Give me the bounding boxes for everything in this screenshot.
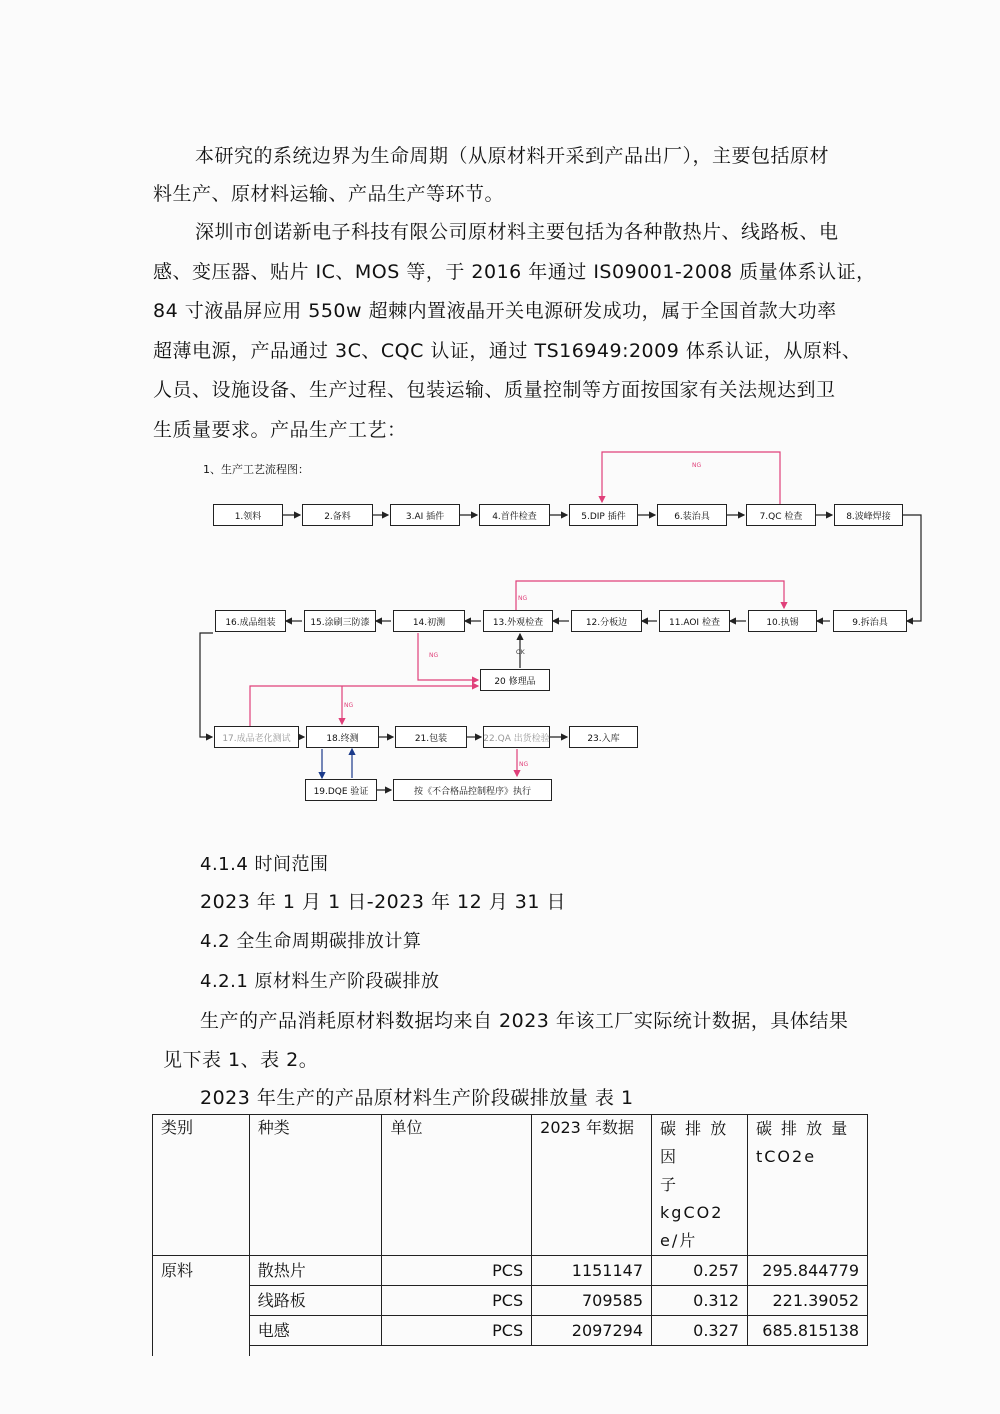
emission-cell: 295.844779 — [747, 1256, 867, 1286]
emission-cell: 221.39052 — [747, 1286, 867, 1316]
flow-node-1: 1.领料 — [213, 504, 283, 526]
table-caption: 2023 年生产的产品原材料生产阶段碳排放量 表 1 — [200, 1087, 634, 1109]
table-header-row — [153, 1115, 868, 1256]
flow-node-21: 21.包装 — [395, 726, 467, 748]
flow-node-14: 14.初测 — [393, 610, 465, 632]
flow-node-23: 23.入库 — [569, 726, 638, 748]
section-heading-4-1-4: 4.1.4 时间范围 — [200, 854, 329, 875]
flow-node-6: 6.装治具 — [657, 504, 727, 526]
paragraph-line: 料生产、原材料运输、产品生产等环节。 — [153, 183, 505, 205]
flow-node-15: 15.涂刷三防漆 — [304, 610, 376, 632]
unit-cell: PCS — [382, 1286, 532, 1316]
flow-node-4: 4.首件检查 — [479, 504, 550, 526]
factor-cell: 0.327 — [652, 1316, 748, 1346]
flow-node-7: 7.QC 检查 — [746, 504, 816, 526]
ng-label: NG — [692, 462, 702, 469]
flow-node-2: 2.备料 — [302, 504, 373, 526]
header-emission-line: tCO2e — [755, 1147, 817, 1166]
section-heading-4-2-1: 4.2.1 原材料生产阶段碳排放 — [200, 971, 440, 992]
header-emission-line: 碳 排 放 量 — [755, 1119, 850, 1138]
flowchart-title: 1、生产工艺流程图： — [203, 463, 309, 476]
paragraph-line: 本研究的系统边界为生命周期（从原材料开采到产品出厂），主要包括原材 — [195, 145, 830, 167]
flow-node-5: 5.DIP 插件 — [569, 504, 638, 526]
paragraph-line: 生产的产品消耗原材料数据均来自 2023 年该工厂实际统计数据，具体结果 — [200, 1010, 849, 1032]
data-cell: 709585 — [532, 1286, 652, 1316]
data-cell: 1151147 — [532, 1256, 652, 1286]
header-factor-line: e/片 — [660, 1231, 698, 1250]
header-unit: 单位 — [382, 1115, 532, 1256]
flow-node-16: 16.成品组装 — [215, 610, 286, 632]
flow-node-nonconforming: 按《不合格品控制程序》执行 — [393, 779, 552, 801]
group-cell: 原料 — [153, 1256, 250, 1357]
table-row — [153, 1316, 868, 1346]
header-emission-amount — [747, 1115, 867, 1256]
kind-cell: 线路板 — [249, 1286, 382, 1316]
flow-node-18: 18.终测 — [306, 726, 379, 748]
flow-node-8: 8.波峰焊接 — [834, 504, 903, 526]
header-kind: 种类 — [249, 1115, 382, 1256]
paragraph-line: 见下表 1、表 2。 — [163, 1049, 319, 1071]
flow-node-9: 9.拆治具 — [833, 610, 907, 632]
unit-cell: PCS — [382, 1316, 532, 1346]
data-cell: 2097294 — [532, 1316, 652, 1346]
flow-node-12: 12.分板边 — [571, 610, 642, 632]
header-category: 类别 — [153, 1115, 250, 1256]
time-range-text: 2023 年 1 月 1 日-2023 年 12 月 31 日 — [200, 891, 566, 913]
flow-node-22: 22.QA 出货检验 — [483, 726, 550, 748]
flow-node-10: 10.执锡 — [748, 610, 817, 632]
flow-node-13: 13.外观检查 — [483, 610, 553, 632]
header-emission-factor — [652, 1115, 748, 1256]
ng-label: NG — [429, 652, 439, 659]
table-row — [153, 1256, 868, 1286]
header-factor-line: 子 kgCO2 — [660, 1175, 724, 1222]
flow-node-20: 20 修理品 — [480, 669, 550, 691]
emission-cell: 685.815138 — [747, 1316, 867, 1346]
table-row — [153, 1286, 868, 1316]
process-flowchart — [190, 448, 950, 818]
table-cut-edge — [249, 1346, 867, 1357]
factor-cell: 0.312 — [652, 1286, 748, 1316]
flow-node-17: 17.成品老化测试 — [214, 726, 299, 748]
ok-label: OK — [516, 649, 525, 656]
factor-cell: 0.257 — [652, 1256, 748, 1286]
flow-node-11: 11.AOI 检查 — [659, 610, 730, 632]
table-row-continuation — [153, 1346, 868, 1357]
kind-cell: 电感 — [249, 1316, 382, 1346]
paragraph-line: 84 寸液晶屏应用 550w 超棘内置液晶开关电源研发成功，属于全国首款大功率 — [153, 300, 837, 322]
flow-node-3: 3.AI 插件 — [390, 504, 460, 526]
ng-label: NG — [344, 702, 354, 709]
ng-label: NG — [518, 595, 528, 602]
paragraph-line: 感、变压器、贴片 IC、MOS 等，于 2016 年通过 IS09001-2008 质量体系认证， — [153, 261, 876, 283]
paragraph-line: 超薄电源，产品通过 3C、CQC 认证，通过 TS16949:2009 体系认证，从原料、 — [153, 340, 862, 362]
section-heading-4-2: 4.2 全生命周期碳排放计算 — [200, 931, 422, 952]
ng-label: NG — [519, 761, 529, 768]
paragraph-line: 深圳市创诺新电子科技有限公司原材料主要包括为各种散热片、线路板、电 — [195, 221, 839, 243]
paragraph-line: 人员、设施设备、生产过程、包装运输、质量控制等方面按国家有关法规达到卫 — [153, 379, 836, 401]
header-2023-data: 2023 年数据 — [532, 1115, 652, 1256]
kind-cell: 散热片 — [249, 1256, 382, 1286]
unit-cell: PCS — [382, 1256, 532, 1286]
flow-node-19: 19.DQE 验证 — [305, 779, 377, 801]
paragraph-line: 生质量要求。产品生产工艺： — [153, 419, 407, 441]
header-factor-line: 碳 排 放 因 — [660, 1119, 729, 1166]
emissions-table — [152, 1114, 868, 1356]
